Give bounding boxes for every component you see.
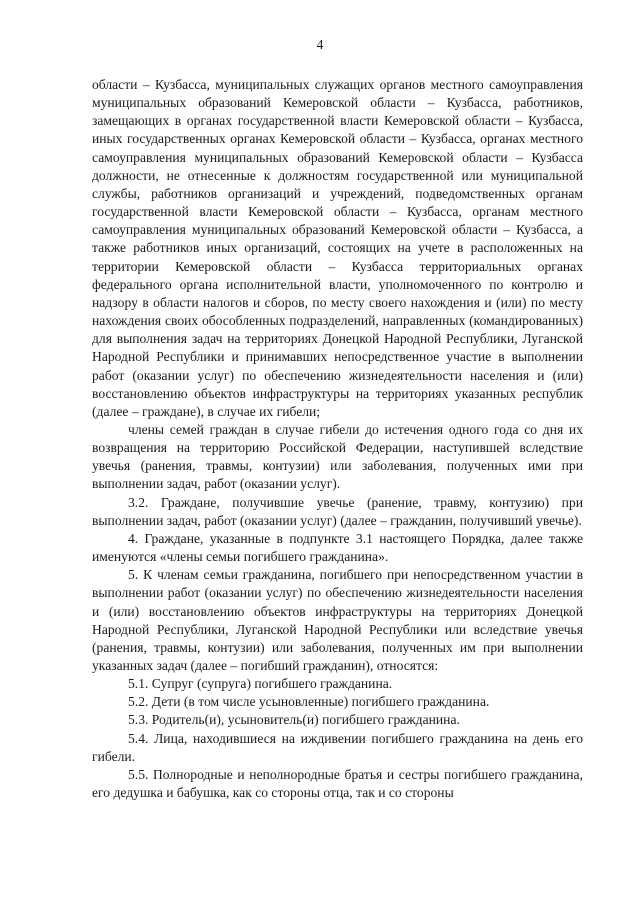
- paragraph-5: 5. К членам семьи гражданина, погибшего при непосредственном участии в выполнении работ (оказании услуг) по обеспечению жизнедеятельности населения и (или) восстановлению объектов инфраструктуры на территориях Донецкой Народной Республики, Луганской Народной Республики или вследствие увечья (ранения, травмы, контузии) или заболевания, полученных им при выполнении указанных задач (далее – погибший гражданин), относятся:: [92, 567, 583, 673]
- paragraph-family-members: члены семей граждан в случае гибели до истечения одного года со дня их возвращения на территорию Российской Федерации, наступившей вследствие увечья (ранения, травмы, контузии) или заболевания, полученных ими при выполнении задач, работ (оказании услуг).: [92, 421, 583, 492]
- page-number: 4: [316, 37, 324, 52]
- paragraph-5-2: 5.2. Дети (в том числе усыновленные) погибшего гражданина.: [128, 694, 490, 710]
- paragraph-5-3: 5.3. Родитель(и), усыновитель(и) погибшего гражданина.: [128, 712, 460, 728]
- document-body: [92, 76, 583, 802]
- paragraph-5-1: 5.1. Супруг (супруга) погибшего гражданина.: [128, 676, 393, 692]
- paragraph-4: 4. Граждане, указанные в подпункте 3.1 настоящего Порядка, далее также именуются «члены семьи погибшего гражданина».: [92, 530, 583, 565]
- paragraph-3-2: 3.2. Граждане, получившие увечье (ранение, травму, контузию) при выполнении задач, работ (оказании услуг) (далее – гражданин, получивший увечье).: [92, 494, 583, 528]
- paragraph-5-5: 5.5. Полнородные и неполнородные братья и сестры погибшего гражданина, его дедушка и бабушка, как со стороны отца, так и со стороны: [92, 766, 583, 801]
- paragraph-5-4: 5.4. Лица, находившиеся на иждивении погибшего гражданина на день его гибели.: [92, 730, 583, 764]
- paragraph-continuation: области – Кузбасса, муниципальных служащих органов местного самоуправления муниципальных образований Кемеровской области – Кузбасса, работников, замещающих в органах государственной власти Кемеровской области – Кузбасса, иных государственных органах Кемеровской области – Кузбасса, органах местного самоуправления муниципальных образований Кемеровской области – Кузбасса должности, не отнесенные к должностям государственной или муниципальной службы, работников организаций и учреждений, подведомственных органам государственной власти Кемеровской области – Кузбасса, органам местного самоуправления муниципальных образований Кемеровской области – Кузбасса, а также работников иных организаций, состоящих на учете в расположенных на территории Кемеровской области – Кузбасса территориальных органах федерального органа исполнительной власти, уполномоченного по контролю и надзору в области налогов и сборов, по месту своего нахождения и (или) по месту нахождения своих обособленных подразделений, направленных (командированных) для выполнения задач на территориях Донецкой Народной Республики, Луганской Народной Республики и принимавших непосредственное участие в выполнении работ (оказании услуг) по обеспечению жизнедеятельности населения и (или) восстановлению объектов инфраструктуры на территориях указанных республик (далее – граждане), в случае их гибели;: [92, 77, 583, 419]
